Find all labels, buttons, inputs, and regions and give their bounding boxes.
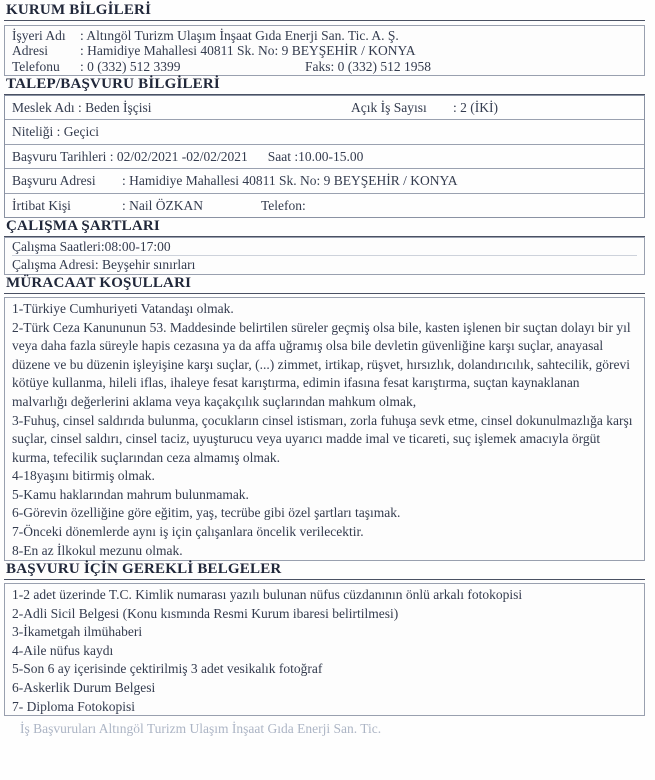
talep-table xyxy=(4,95,645,218)
acik-is-value: : 2 (İKİ) xyxy=(453,100,498,115)
row-isyeri-adi xyxy=(12,28,637,43)
adresi-label: Adresi xyxy=(12,43,48,59)
belgeler-box xyxy=(4,583,645,716)
niteligi: Niteliği : Geçici xyxy=(12,124,99,140)
isyeri-adi-value: : Altıngöl Turizm Ulaşım İnşaat Gıda Enerji San. Tic. A. Ş. xyxy=(80,28,399,43)
isyeri-adi-label: İşyeri Adı xyxy=(12,28,66,43)
list-item: 7-Önceki dönemlerde aynı iş için çalışanlara öncelik verilecektir. xyxy=(12,524,364,540)
acik-is-label: Açık İş Sayısı xyxy=(351,100,427,115)
acik-is-sayisi xyxy=(351,96,498,119)
row-telefonu xyxy=(12,59,637,74)
irtibat-kisi-label: İrtibat Kişi xyxy=(12,197,71,213)
kurum-info-box xyxy=(4,25,645,76)
table-row-basvuru-tarihleri xyxy=(5,145,644,169)
basvuru-adresi-label: Başvuru Adresi xyxy=(12,173,96,189)
list-item: 4-Aile nüfus kaydı xyxy=(12,642,114,658)
table-row-niteligi xyxy=(5,120,644,144)
section-gerekli-belgeler xyxy=(4,561,645,716)
list-item: 5-Kamu haklarından mahrum bulunmamak. xyxy=(12,486,249,502)
section-calisma-sartlari xyxy=(4,218,645,275)
list-item: 2-Türk Ceza Kanununun 53. Maddesinde belirtilen süreler geçmiş olsa bile, kasten işlenen bir suçtan dolayı bir yıl veya daha fazla süreyle hapis cezasına ya da affa uğramış olsa bile devletin güvenliğine karşı suçlar, anayasal düzene ve bu düzenin işleyişine karşı suçlar, (...) zimmet, irtikap, rüşvet, hırsızlık, dolandırıcılık, sahtecilik, görevi kötüye kullanma, hileli iflas, ihaleye fesat karıştırma, edimin ifasına fesat karıştırma, suçtan kaynaklanan malvarlığı değerlerini aklama veya kaçakçılık suçlarından mahkum olmak, xyxy=(12,319,631,409)
section-title-belgeler: BAŞVURU İÇİN GEREKLİ BELGELER xyxy=(4,561,645,580)
adresi-value: : Hamidiye Mahallesi 40811 Sk. No: 9 BEYŞEHİR / KONYA xyxy=(80,43,416,59)
faks-value: Faks: 0 (332) 512 1958 xyxy=(305,58,431,74)
list-item: 8-En az İlkokul mezunu olmak. xyxy=(12,542,183,558)
irtibat-kisi-value: : Nail ÖZKAN xyxy=(122,197,203,213)
table-row-meslek xyxy=(5,96,644,120)
section-title-calisma: ÇALIŞMA ŞARTLARI xyxy=(4,218,645,237)
list-item: 4-18yaşını bitirmiş olmak. xyxy=(12,468,155,484)
muracaat-box xyxy=(4,297,645,561)
list-item: 1-Türkiye Cumhuriyeti Vatandaşı olmak. xyxy=(12,300,234,316)
list-item: 3-Fuhuş, cinsel saldırıda bulunma, çocukların cinsel istismarı, zorla fuhuşa sevk etme, cinsel dokunulmazlığa karşı suçlar, cinsel saldırı, cinsel taciz, uyuşturucu veya uyarıcı madde imal ve ticareti, suç işlemek amacıyla örgüt kurma, tefecilik suçlarından ceza almamış olmak. xyxy=(12,412,633,465)
basvuru-saat: Saat :10.00-15.00 xyxy=(267,148,364,164)
table-row-basvuru-adresi xyxy=(5,169,644,193)
basvuru-tarihleri: Başvuru Tarihleri : 02/02/2021 -02/02/2021 xyxy=(12,148,248,164)
list-item: 7- Diploma Fotokopisi xyxy=(12,698,136,714)
list-item: 3-İkametgah ilmühaberi xyxy=(12,624,143,640)
list-item: 2-Adli Sicil Belgesi (Konu kısmında Resmi Kurum ibaresi belirtilmesi) xyxy=(12,605,399,621)
list-item: 6-Görevin özelliğine göre eğitim, yaş, tecrübe gibi özel şartları taşımak. xyxy=(12,505,401,521)
row-adresi xyxy=(12,43,637,58)
section-muracaat-kosullari xyxy=(4,275,645,561)
list-item: 6-Askerlik Durum Belgesi xyxy=(12,679,156,695)
calisma-box xyxy=(4,237,645,275)
basvuru-adresi-value: : Hamidiye Mahallesi 40811 Sk. No: 9 BEYŞEHİR / KONYA xyxy=(122,173,458,189)
telefonu-label: Telefonu xyxy=(12,58,60,74)
irtibat-telefon: Telefon: xyxy=(261,197,306,213)
telefonu-value: : 0 (332) 512 3399 xyxy=(80,58,181,74)
footer-partial-text: İş Başvuruları Altıngöl Turizm Ulaşım İnşaat Gıda Enerji San. Tic. xyxy=(20,720,382,736)
section-title-muracaat: MÜRACAAT KOŞULLARI xyxy=(4,275,645,294)
list-item: 1-2 adet üzerinde T.C. Kimlik numarası yazılı bulunan nüfus cüzdanının önlü arkalı fotokopisi xyxy=(12,586,523,602)
section-kurum-bilgileri xyxy=(4,2,645,76)
calisma-saatleri: Çalışma Saatleri:08:00-17:00 xyxy=(12,238,637,256)
list-item: 5-Son 6 ay içerisinde çektirilmiş 3 adet vesikalık fotoğraf xyxy=(12,661,323,677)
table-row-irtibat xyxy=(5,194,644,217)
section-talep-basvuru xyxy=(4,76,645,218)
calisma-adresi: Çalışma Adresi: Beyşehir sınırları xyxy=(12,256,196,272)
section-title-talep: TALEP/BAŞVURU BİLGİLERİ xyxy=(4,76,645,95)
section-title-kurum: KURUM BİLGİLERİ xyxy=(4,2,645,21)
meslek-adi: Meslek Adı : Beden İşçisi xyxy=(12,100,152,115)
